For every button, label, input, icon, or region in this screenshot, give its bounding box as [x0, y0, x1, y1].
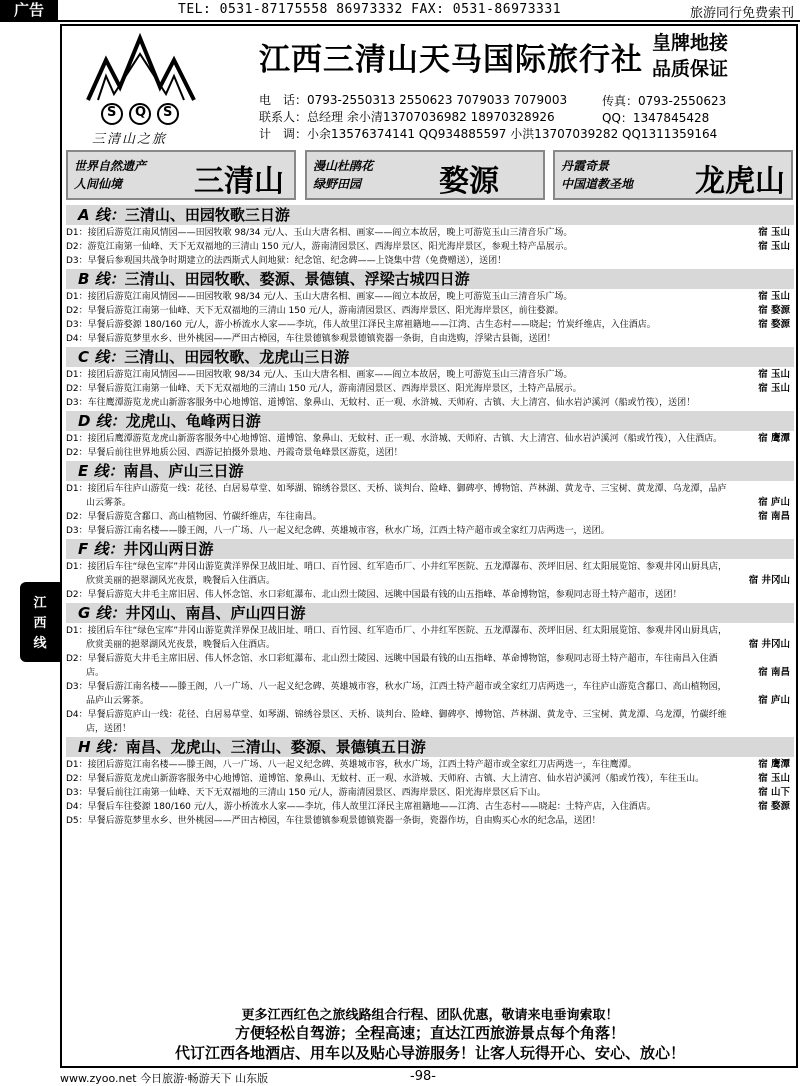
route-block — [66, 269, 794, 346]
route-code: A 线： — [78, 206, 125, 224]
sqs-logo — [82, 32, 257, 152]
route-code: E 线： — [78, 462, 124, 480]
overnight-location: 宿 婺源 — [758, 319, 790, 330]
banner-tagline-line: 人间仙境 — [74, 177, 123, 191]
overnight-location: 宿 玉山 — [758, 369, 790, 380]
route-list — [66, 205, 794, 829]
promo-line: 代订江西各地酒店、用车以及贴心导游服务！让客人玩得开心、安心、放心！ — [174, 1044, 685, 1062]
overnight-location: 宿 玉山 — [758, 383, 790, 394]
route-block — [66, 347, 794, 410]
itinerary-day — [66, 396, 794, 410]
route-heading — [66, 205, 794, 225]
promo-line: 方便轻松自驾游；全程高速；直达江西旅游景点每个角落！ — [234, 1024, 625, 1042]
itinerary-text: D2：早餐后游览江南第一仙峰、天下无双福地的三清山 150 元/人，游南清园景区、西海岸景区、阳光海岸景区，前往婺源。 — [66, 306, 564, 316]
banner-tagline-line: 绿野田园 — [313, 177, 362, 191]
itinerary-day — [66, 588, 794, 602]
phone-line: 电 话：0793-2550313 2550623 7079033 7079003 — [259, 93, 568, 107]
itinerary-day — [66, 560, 794, 588]
banner-tagline-line: 漫山杜鹃花 — [313, 159, 374, 173]
logo-letter: S — [163, 105, 173, 120]
route-code: H 线： — [78, 738, 126, 756]
itinerary-text: D4：早餐后游览梦里水乡、世外桃园——严田古樟园，车往景德镇参观景德镇瓷器一条街，自由选购，浮梁古县衙，送团！ — [66, 334, 556, 344]
itinerary-day — [66, 772, 794, 786]
itinerary-day — [66, 446, 794, 460]
itinerary-day — [66, 432, 794, 446]
route-name: 三清山、田园牧歌、龙虎山三日游 — [124, 348, 350, 366]
overnight-location: 宿 鹰潭 — [758, 433, 790, 444]
banner-wuyuan — [305, 150, 545, 200]
itinerary-text: D1：接团后游览江南风情园——田园牧歌 98/34 元/人、玉山大唐名相、画家——阎立本故居，晚上可游览玉山三清音乐广场。 — [66, 370, 573, 380]
qq-line: QQ：1347845428 — [602, 111, 710, 125]
overnight-location: 宿 庐山 — [758, 695, 790, 706]
itinerary-text: D2：游览江南第一仙峰、天下无双福地的三清山 150 元/人，游南清园景区、西海岸景区、阳光海岸景区，参观土特产品展示。 — [66, 242, 573, 252]
overnight-location: 宿 南昌 — [758, 667, 790, 678]
side-tab-char: 线 — [33, 636, 47, 651]
banner-tagline-line: 世界自然遗产 — [74, 159, 147, 173]
route-heading — [66, 347, 794, 367]
top-bar — [0, 0, 800, 22]
route-heading — [66, 603, 794, 623]
overnight-location: 宿 山下 — [758, 787, 790, 798]
itinerary-text: D2：早餐后游览大井毛主席旧居、伟人怀念馆、水口彩虹瀑布、北山烈士陵园、远眺中国最有钱的山五指峰、革命博物馆，参观同志哥土特产超市，车往南昌入住酒店。 — [66, 654, 718, 678]
itinerary-day — [66, 318, 794, 332]
planner-line: 计 调：小余13576374141 QQ934885597 小洪13707039282 QQ1311359164 — [259, 127, 718, 141]
route-heading — [66, 461, 794, 481]
overnight-location: 宿 玉山 — [758, 241, 790, 252]
overnight-location: 宿 井冈山 — [748, 639, 790, 650]
itinerary-day — [66, 680, 794, 708]
free-copy-label: 旅游同行免费索刊 — [689, 6, 794, 21]
itinerary-day — [66, 652, 794, 680]
itinerary-text: D2：早餐后游览龙虎山新游客服务中心地博馆、道博馆、象鼻山、无蚊村、正一观、水浒城、天师府、古镇、大上清宫、仙水岩泸溪河（船或竹筏），车往玉山。 — [66, 774, 705, 784]
itinerary-text: D5：早餐后游览梦里水乡、世外桃园——严田古樟园，车往景德镇参观景德镇瓷器一条街，瓷器作坊，自由购买心水的纪念品，送团！ — [66, 816, 601, 826]
route-name: 南昌、龙虎山、三清山、婺源、景德镇五日游 — [125, 738, 426, 756]
itinerary-day — [66, 482, 794, 510]
itinerary-text: D3：早餐后参观国共战争时期建立的法西斯式人间地狱：纪念馆、纪念碑——上饶集中营（免费赠送），送团！ — [66, 256, 507, 266]
banner-tagline-line: 丹霞奇景 — [561, 159, 610, 173]
banner-title: 龙虎山 — [695, 164, 785, 199]
ad-tag: 广告 — [0, 0, 58, 21]
itinerary-text: D1：接团后车往“绿色宝库”井冈山游览黄洋界保卫战旧址、哨口、百竹园、红军造币厂、小井红军医院、五龙潭瀑布、茨坪旧居、红太阳展览馆、参观井冈山厨具店，欣赏美丽的挹翠湖风光夜景，晚餐后入住酒店。 — [66, 626, 727, 650]
itinerary-day — [66, 240, 794, 254]
route-name: 龙虎山、龟峰两日游 — [125, 412, 261, 430]
itinerary-day — [66, 382, 794, 396]
promo-line: 更多江西红色之旅线路组合行程、团队优惠，敬请来电垂询索取！ — [241, 1008, 619, 1023]
agency-header — [62, 26, 796, 150]
route-heading — [66, 411, 794, 431]
itinerary-text: D1：接团后车往庐山游览一线：花径、白居易草堂、如琴湖、锦绣谷景区、天桥、谈判台、险峰、御碑亭、博物馆、芦林湖、黄龙寺、三宝树、黄龙潭、乌龙潭，品庐山云雾茶。 — [66, 484, 727, 508]
company-name: 江西三清山天马国际旅行社 — [259, 42, 643, 78]
banner-title: 三清山 — [194, 164, 284, 199]
itinerary-text: D2：早餐后前往世界地质公园、西游记拍摄外景地、丹霞奇景龟峰景区游览，送团！ — [66, 448, 403, 458]
route-heading — [66, 269, 794, 289]
route-code: D 线： — [78, 412, 126, 430]
page-footer — [60, 1068, 798, 1086]
itinerary-text: D4：早餐后游览庐山一线：花径、白居易草堂、如琴湖、锦绣谷景区、天桥、谈判台、险峰、御碑亭、博物馆、芦林湖、黄龙寺、三宝树、黄龙潭、乌龙潭，竹碳纤维店，送团！ — [66, 710, 727, 734]
slogan-line: 皇牌地接 — [652, 32, 729, 54]
itinerary-day — [66, 510, 794, 524]
banner-title: 婺源 — [439, 164, 499, 199]
side-tab-jiangxi — [20, 582, 60, 662]
overnight-location: 宿 井冈山 — [748, 575, 790, 586]
itinerary-text: D1：接团后游览江南风情园——田园牧歌 98/34 元/人、玉山大唐名相、画家——阎立本故居，晚上可游览玉山三清音乐广场。 — [66, 228, 573, 238]
itinerary-day — [66, 368, 794, 382]
route-name: 井冈山、南昌、庐山四日游 — [125, 604, 306, 622]
overnight-location: 宿 婺源 — [758, 801, 790, 812]
page-number: -98- — [410, 1069, 436, 1084]
itinerary-text: D2：早餐后游览含鄱口、高山植物园、竹碳纤维店，车往南昌。 — [66, 512, 322, 522]
side-tab-char: 西 — [33, 616, 47, 631]
slogan-line: 品质保证 — [652, 58, 729, 80]
itinerary-text: D3：早餐后游婺源 180/160 元/人，游小桥流水人家——李坑，伟人故里江泽民主席祖籍地——江湾、古生态村——晓起；竹炭纤维店，入住酒店。 — [66, 320, 656, 330]
logo-tagline: 三清山之旅 — [92, 132, 168, 147]
banner-tagline — [561, 157, 633, 193]
banner-tagline — [313, 157, 373, 193]
itinerary-day — [66, 758, 794, 772]
itinerary-day — [66, 800, 794, 814]
itinerary-day — [66, 524, 794, 538]
route-code: G 线： — [78, 604, 126, 622]
route-name: 井冈山两日游 — [123, 540, 214, 558]
overnight-location: 宿 婺源 — [758, 305, 790, 316]
slogan — [652, 30, 772, 82]
route-code: F 线： — [78, 540, 124, 558]
overnight-location: 宿 南昌 — [758, 511, 790, 522]
itinerary-text: D3：早餐后前往江南第一仙峰、天下无双福地的三清山 150 元/人，游南清园景区、西海岸景区、阳光海岸景区后下山。 — [66, 788, 546, 798]
route-block — [66, 205, 794, 268]
overnight-location: 宿 玉山 — [758, 291, 790, 302]
overnight-location: 宿 玉山 — [758, 773, 790, 784]
route-heading — [66, 539, 794, 559]
itinerary-day — [66, 814, 794, 828]
route-name: 三清山、田园牧歌三日游 — [124, 206, 290, 224]
banner-longhushan — [553, 150, 793, 200]
itinerary-day — [66, 226, 794, 240]
itinerary-day — [66, 624, 794, 652]
itinerary-text: D4：早餐后车往婺源 180/160 元/人，游小桥流水人家——李坑，伟人故里江泽民主席祖籍地——江湾、古生态村——晓起：土特产店，入住酒店。 — [66, 802, 656, 812]
banner-tagline — [74, 157, 146, 193]
overnight-location: 宿 庐山 — [758, 497, 790, 508]
route-code: B 线： — [78, 270, 125, 288]
footer-site: www.zyoo.net 今日旅游·畅游天下 山东版 — [60, 1072, 269, 1085]
itinerary-text: D1：接团后鹰潭游览龙虎山新游客服务中心地博馆、道博馆、象鼻山、无蚊村、正一观、水浒城、天师府、古镇、大上清宫、仙水岩泸溪河（船或竹筏），入住酒店。 — [66, 434, 723, 444]
route-block — [66, 461, 794, 538]
itinerary-text: D3：早餐后游江南名楼——滕王阁，八一广场、八一起义纪念碑、英雄城市容，秋水广场，江西土特产超市或全家红刀店两选一，送团。 — [66, 526, 610, 536]
itinerary-text: D3：早餐后游江南名楼——滕王阁，八一广场、八一起义纪念碑、英雄城市容，秋水广场，江西土特产超市或全家红刀店两选一，车往庐山游览含鄱口、高山植物园，品庐山云雾茶。 — [66, 682, 727, 706]
side-tab-char: 江 — [33, 596, 47, 611]
route-block — [66, 737, 794, 828]
itinerary-text: D1：接团后车往“绿色宝库”井冈山游览黄洋界保卫战旧址、哨口、百竹园、红军造币厂、小井红军医院、五龙潭瀑布、茨坪旧居、红太阳展览馆、参观井冈山厨具店，欣赏美丽的挹翠湖风光夜景，晚餐后入住酒店。 — [66, 562, 727, 586]
route-code: C 线： — [78, 348, 125, 366]
logo-letter: Q — [135, 105, 147, 120]
route-block — [66, 411, 794, 460]
route-block — [66, 603, 794, 736]
overnight-location: 宿 玉山 — [758, 227, 790, 238]
overnight-location: 宿 鹰潭 — [758, 759, 790, 770]
itinerary-day — [66, 332, 794, 346]
itinerary-day — [66, 304, 794, 318]
route-name: 南昌、庐山三日游 — [123, 462, 244, 480]
logo-letter: S — [107, 105, 117, 120]
itinerary-text: D2：早餐后游览江南第一仙峰、天下无双福地的三清山 150 元/人，游南清园景区、西海岸景区、阳光海岸景区，土特产品展示。 — [66, 384, 582, 394]
fax-line: 传真：0793-2550623 — [602, 94, 727, 108]
itinerary-day — [66, 708, 794, 736]
banner-sanqingshan — [66, 150, 296, 200]
contact-person-line: 联系人：总经理 余小清13707036982 18970328926 — [259, 110, 555, 124]
itinerary-text: D3：车往鹰潭游览龙虎山新游客服务中心地博馆、道博馆、象鼻山、无蚊村、正一观、水浒城、天师府、古镇、大上清宫、仙水岩泸溪河（船或竹筏），送团！ — [66, 398, 696, 408]
route-heading — [66, 737, 794, 757]
itinerary-text: D1：接团后游览江南名楼——滕王阁，八一广场、八一起义纪念碑、英雄城市容，秋水广场，江西土特产超市或全家红刀店两选一，车往鹰潭。 — [66, 760, 637, 770]
itinerary-text: D2：早餐后游览大井毛主席旧居、伟人怀念馆、水口彩虹瀑布、北山烈士陵园、远眺中国最有钱的山五指峰、革命博物馆，参观同志哥土特产超市，送团！ — [66, 590, 682, 600]
route-name: 三清山、田园牧歌、婺源、景德镇、浮梁古城四日游 — [124, 270, 470, 288]
publisher-contact: TEL: 0531-87175558 86973332 FAX: 0531-86973331 — [178, 2, 562, 17]
itinerary-day — [66, 786, 794, 800]
itinerary-day — [66, 254, 794, 268]
itinerary-day — [66, 290, 794, 304]
banner-tagline-line: 中国道教圣地 — [561, 177, 634, 191]
route-block — [66, 539, 794, 602]
itinerary-text: D1：接团后游览江南风情园——田园牧歌 98/34 元/人、玉山大唐名相、画家——阎立本故居，晚上可游览玉山三清音乐广场。 — [66, 292, 573, 302]
